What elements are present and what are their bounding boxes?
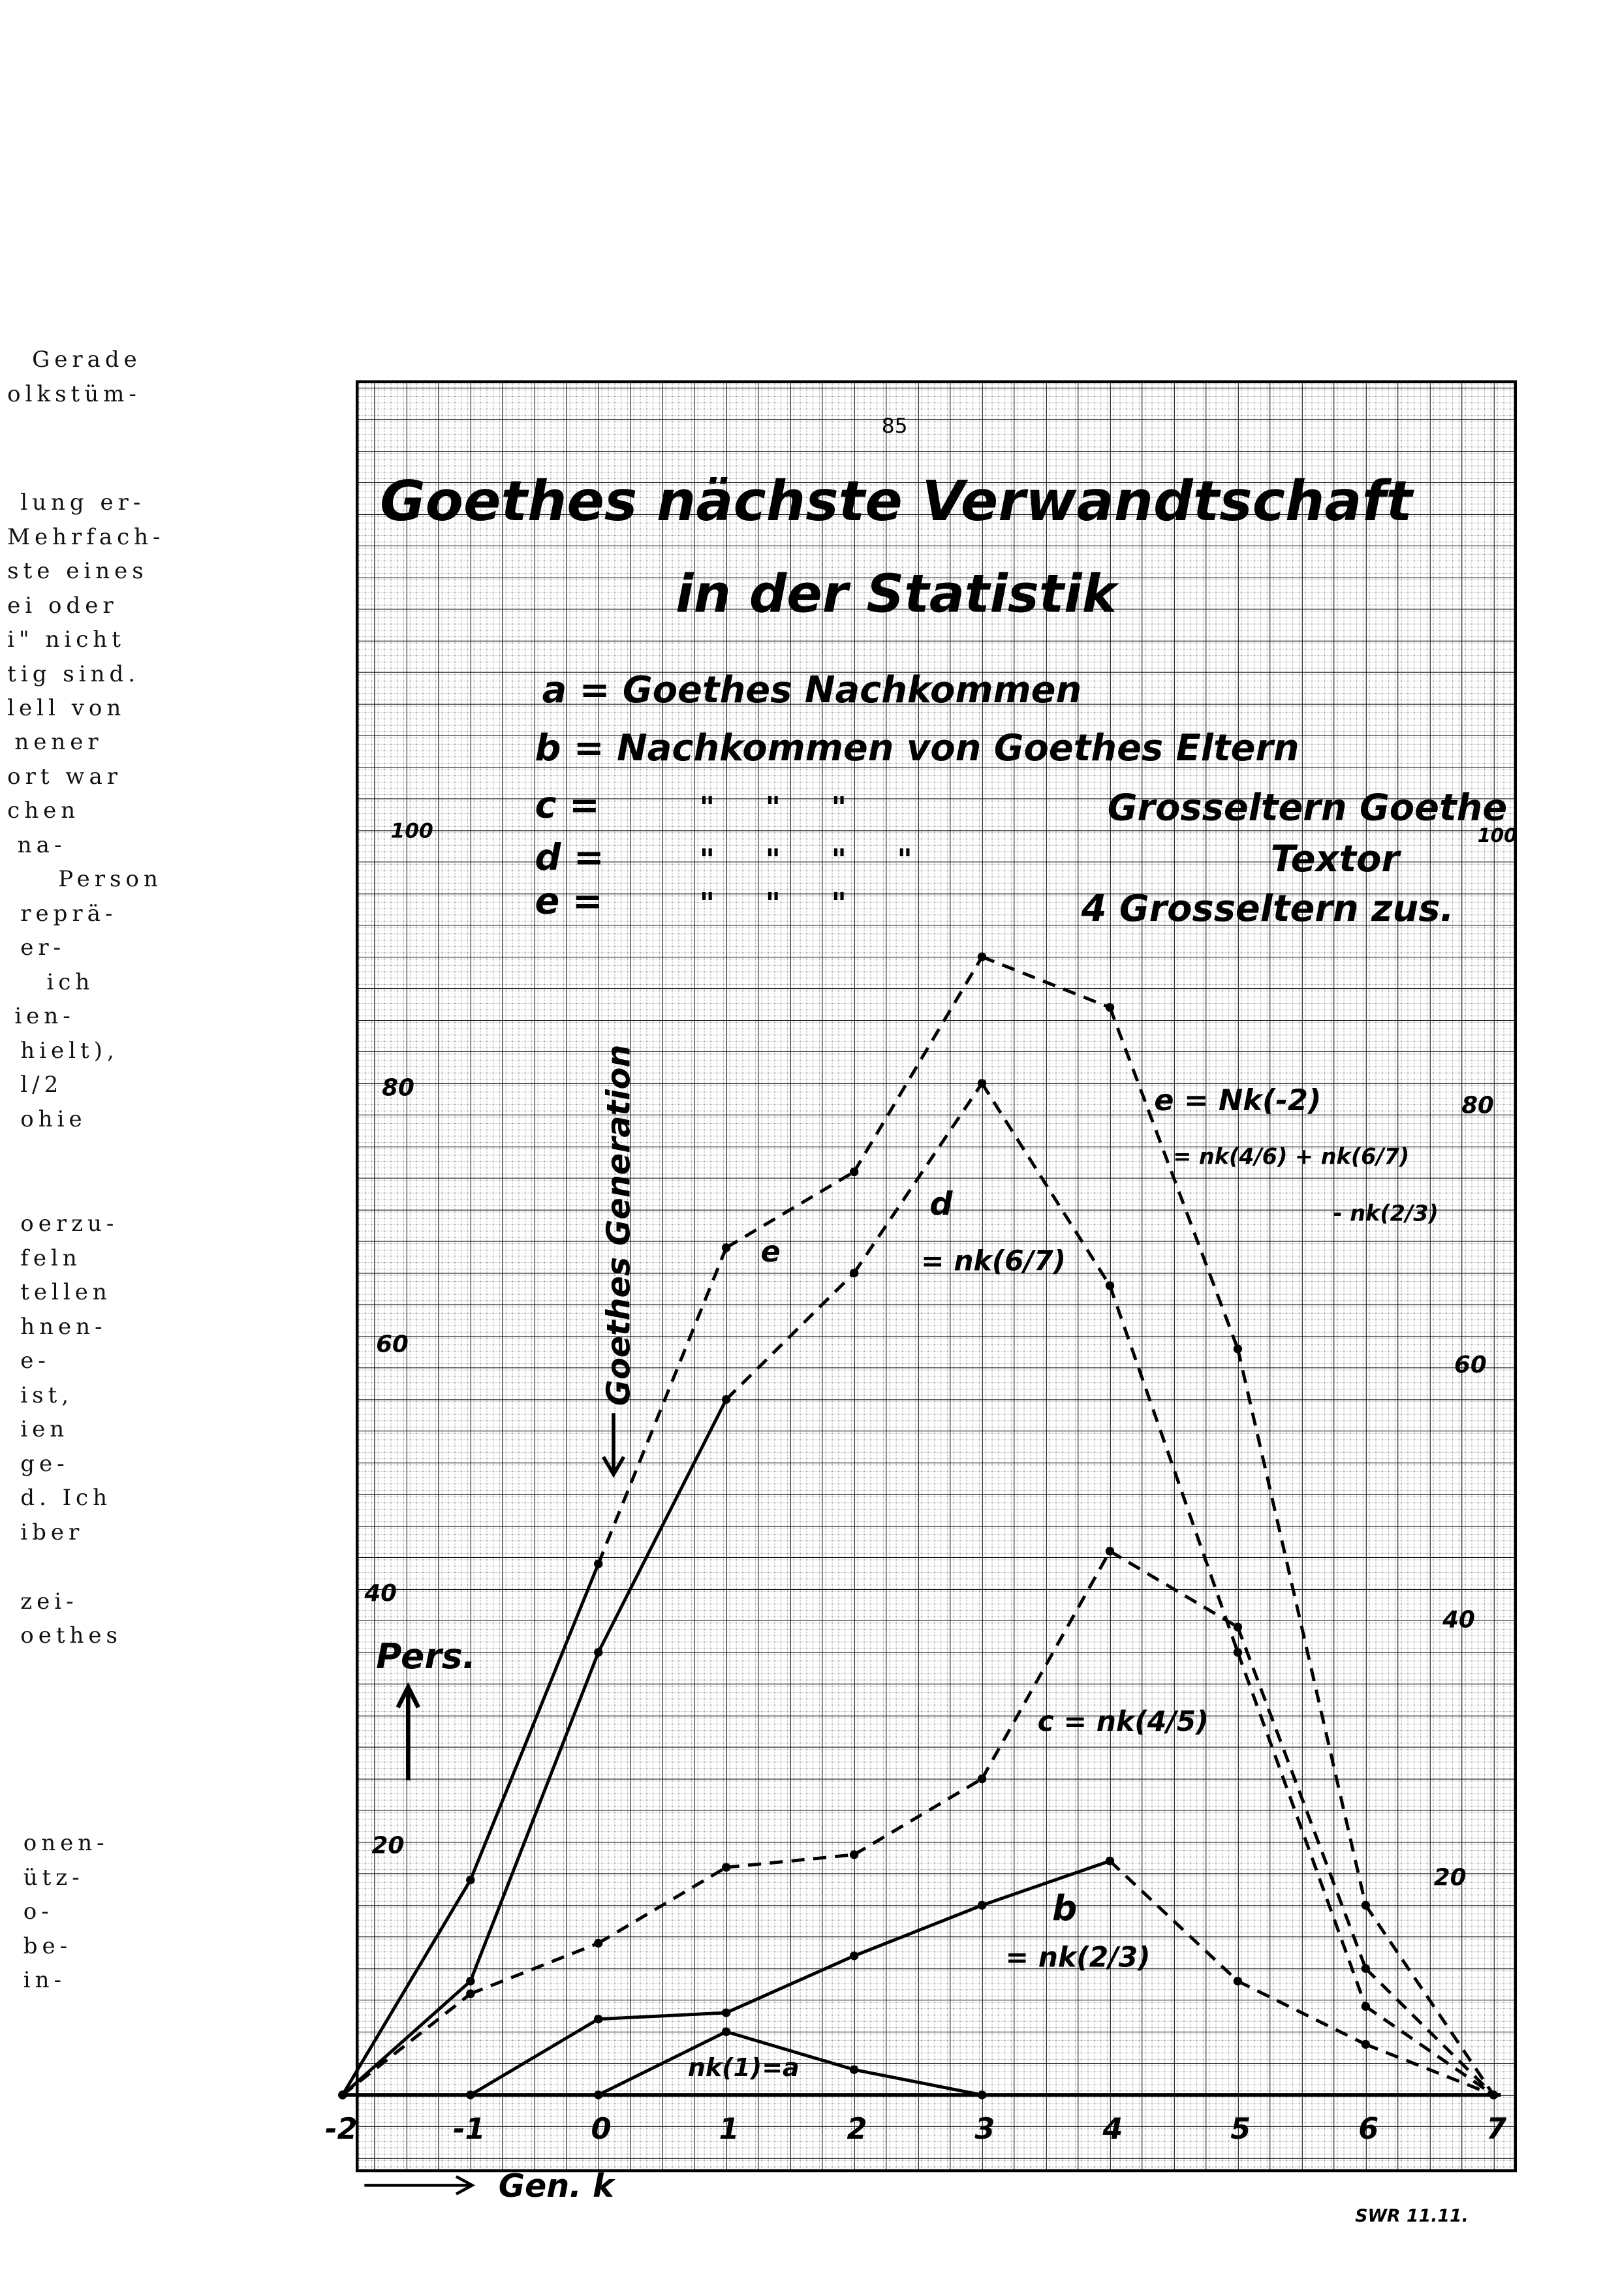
series-b-point <box>594 2015 602 2023</box>
chart-title: Goethes nächste Verwandtschaft <box>380 469 1413 534</box>
margin-text-line: ien- <box>14 1003 75 1030</box>
margin-text-line: zei- <box>20 1588 78 1615</box>
series-e-point <box>338 2090 347 2099</box>
y-tick-left-20: 20 <box>371 1832 405 1859</box>
label-e: e <box>760 1235 781 1269</box>
series-b-point <box>978 1901 986 1910</box>
margin-text-line: tellen <box>20 1279 112 1306</box>
series-d-point <box>1362 2002 1370 2011</box>
y-tick-left-80: 80 <box>382 1074 414 1102</box>
gen-k-label: Gen. k <box>498 2167 614 2205</box>
series-e-point <box>1234 1344 1242 1353</box>
legend-a: a = Goethes Nachkommen <box>542 668 1082 711</box>
margin-text-line: Mehrfach- <box>7 523 165 550</box>
series-a-point <box>722 2027 730 2036</box>
margin-text-line: Gerade <box>32 347 142 373</box>
margin-text-line: onen- <box>23 1830 109 1857</box>
series-c-point <box>978 1775 986 1783</box>
label-e3: = nk(4/6) + nk(6/7) <box>1173 1143 1410 1170</box>
margin-text-line: nener <box>14 729 103 756</box>
legend-e: 4 Grosseltern zus. <box>1081 887 1454 930</box>
series-e-point <box>1489 2090 1498 2099</box>
series-e-point <box>978 952 986 961</box>
series-d-point <box>1106 1281 1114 1290</box>
margin-text-line: i" nicht <box>7 627 125 653</box>
x-tick-label: -2 <box>325 2111 358 2146</box>
x-tick-label: 4 <box>1102 2111 1123 2146</box>
label-b: b <box>1051 1887 1078 1929</box>
legend-d-ditto: " " " " <box>699 843 912 877</box>
series-b-point <box>1362 2040 1370 2049</box>
label-a: nk(1)=a <box>687 2053 800 2082</box>
legend-b: b = Nachkommen von Goethes Eltern <box>535 727 1300 770</box>
series-b-point <box>1106 1857 1114 1865</box>
legend-e-prefix: e = <box>535 880 603 923</box>
x-tick-label: 6 <box>1358 2111 1379 2146</box>
label-b2: = nk(2/3) <box>1005 1942 1151 1974</box>
series-c-point <box>850 1850 858 1859</box>
margin-text-line: feln <box>20 1245 82 1271</box>
series-c-point <box>1106 1547 1114 1555</box>
margin-text-line: l/2 <box>20 1072 63 1098</box>
series-a-point <box>850 2066 858 2074</box>
margin-text-line: reprä- <box>20 900 117 927</box>
margin-text-line: oethes <box>20 1622 122 1649</box>
y-tick-right-40: 40 <box>1442 1606 1475 1634</box>
series-a-point <box>978 2090 986 2099</box>
x-tick-label: 7 <box>1486 2111 1507 2146</box>
margin-text-line: be- <box>23 1932 72 1959</box>
series-c-point <box>594 1939 602 1947</box>
series-d-point <box>850 1269 858 1277</box>
series-d-point <box>466 1977 475 1985</box>
x-tick-label: 3 <box>974 2111 995 2146</box>
label-e2: e = Nk(-2) <box>1154 1083 1322 1117</box>
margin-text-line: ste eines <box>7 558 148 585</box>
series-b-point <box>1234 1977 1242 1985</box>
legend-c: Grosseltern Goethe <box>1107 786 1508 830</box>
series-e-point <box>1362 1901 1370 1910</box>
series-c-point <box>1234 1622 1242 1631</box>
signature: SWR 11.11. <box>1355 2206 1469 2227</box>
legend-c-prefix: c = <box>535 784 600 827</box>
series-c-point <box>722 1863 730 1871</box>
label-e4: - nk(2/3) <box>1333 1200 1439 1226</box>
series-d-point <box>594 1648 602 1656</box>
legend-d: Textor <box>1270 837 1400 880</box>
margin-text-line: olkstüm- <box>7 380 141 407</box>
x-tick-label: 0 <box>591 2111 612 2146</box>
margin-text-line: ütz- <box>23 1864 84 1891</box>
series-d-point <box>1234 1648 1242 1656</box>
margin-text-line: ei oder <box>7 592 118 619</box>
legend-c-ditto: " " " <box>699 790 847 825</box>
y-tick-right-80: 80 <box>1461 1092 1494 1119</box>
margin-text-line: na- <box>17 831 67 858</box>
margin-text-line: hnen- <box>20 1313 107 1340</box>
margin-text-line: ort war <box>7 763 122 790</box>
margin-text-line: o- <box>23 1899 54 1925</box>
margin-text-line: d. Ich <box>20 1485 112 1512</box>
y-tick-left-40: 40 <box>364 1580 397 1607</box>
series-e-point <box>466 1876 475 1884</box>
page-number: 85 <box>881 414 908 438</box>
label-d: d <box>929 1185 953 1223</box>
margin-text-line: hielt), <box>20 1037 119 1064</box>
label-d2: = nk(6/7) <box>921 1245 1066 1278</box>
y-tick-right-60: 60 <box>1454 1351 1487 1378</box>
series-b-point <box>466 2090 475 2099</box>
margin-text-line: chen <box>7 798 80 824</box>
series-e-point <box>1106 1003 1114 1012</box>
series-e-point <box>722 1243 730 1252</box>
margin-text-line: lell von <box>7 694 126 721</box>
chart-subtitle: in der Statistik <box>676 563 1117 625</box>
series-d-point <box>722 1395 730 1404</box>
y-tick-right-100: 100 <box>1477 824 1517 847</box>
margin-text-line: in- <box>23 1967 66 1994</box>
margin-text-line: ist, <box>20 1382 74 1408</box>
y-tick-left-60: 60 <box>376 1331 409 1358</box>
margin-text-line: lung er- <box>20 489 146 516</box>
margin-text-line: tig sind. <box>7 660 140 687</box>
label-c: c = nk(4/5) <box>1037 1705 1209 1738</box>
margin-text-line: ohie <box>20 1106 87 1132</box>
margin-text-line: ich <box>46 969 95 995</box>
series-c-point <box>1362 1964 1370 1972</box>
series-a-point <box>594 2090 602 2099</box>
legend-d-prefix: d = <box>535 836 604 879</box>
x-tick-label: 2 <box>847 2111 867 2146</box>
x-tick-label: 1 <box>719 2111 739 2146</box>
series-c-point <box>466 1989 475 1998</box>
margin-text-line: ien <box>20 1416 69 1443</box>
series-b-point <box>850 1951 858 1960</box>
series-b-point <box>722 2008 730 2017</box>
margin-text-line: iber <box>20 1519 84 1545</box>
margin-text-line: Person <box>58 866 163 893</box>
x-tick-label: -1 <box>453 2111 486 2146</box>
pers-label: Pers. <box>376 1635 476 1677</box>
margin-text-line: er- <box>20 935 66 961</box>
goethes-generation-label: Goethes Generation <box>599 1044 638 1406</box>
x-axis-label <box>364 2167 616 2205</box>
series-e-point <box>850 1168 858 1176</box>
y-tick-right-20: 20 <box>1433 1864 1467 1891</box>
series-e-point <box>594 1559 602 1568</box>
x-tick-label: 5 <box>1230 2111 1251 2146</box>
legend-e-ditto: " " " <box>699 886 847 921</box>
margin-text-line: ge- <box>20 1450 69 1477</box>
margin-text-line: e- <box>20 1348 50 1374</box>
series-d-point <box>978 1079 986 1087</box>
margin-text-line: oerzu- <box>20 1211 119 1237</box>
y-tick-left-100: 100 <box>390 819 433 843</box>
